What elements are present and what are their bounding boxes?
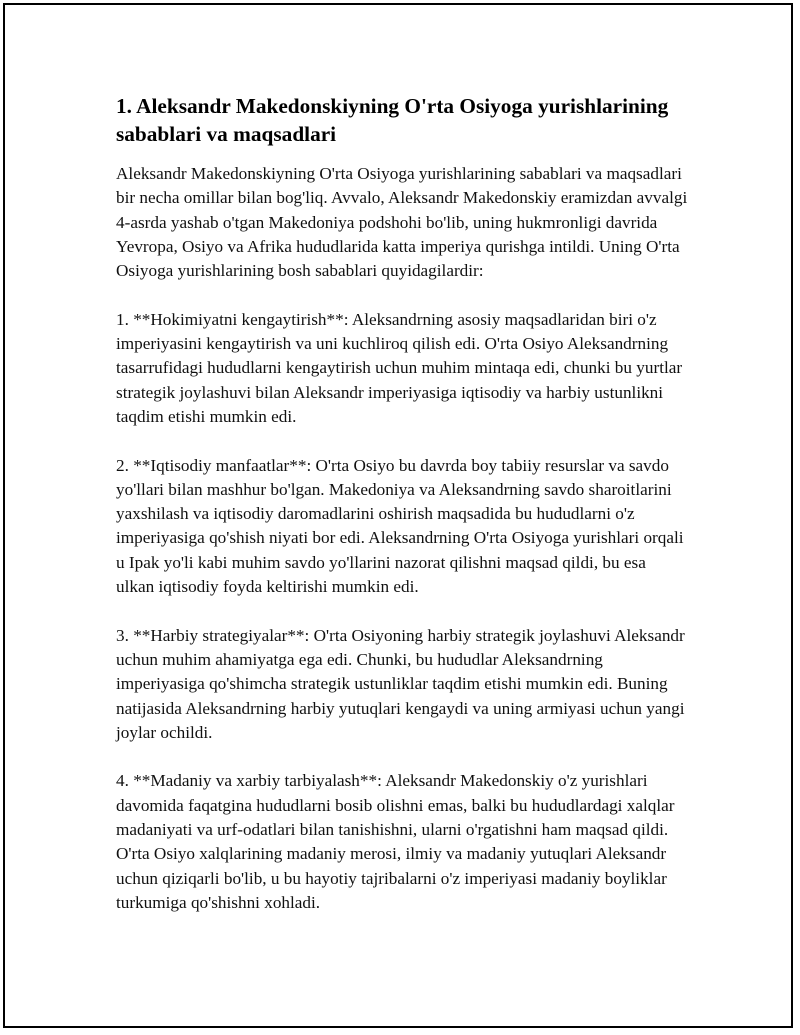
paragraph-hokimiyat: 1. **Hokimiyatni kengaytirish**: Aleksandrning asosiy maqsadlaridan biri o'z imperiyasini kengaytirish va uni kuchliroq qilish edi. O'rta Osiyo Aleksandrning tasarrufidagi hududlarni kengaytirish uchun muhim mintaqa edi, chunki bu yurtlar strategik joylashuvi bilan Aleksandr imperiyasiga iqtisodiy va harbiy ustunlikni taqdim etishi mumkin edi. — [116, 309, 683, 426]
paragraph-madaniy: 4. **Madaniy va xarbiy tarbiyalash**: Aleksandr Makedonskiy o'z yurishlari davomida faqatgina hududlarni bosib olishni emas, balki bu hududlardagi xalqlar madaniyati va urf-odatlari bilan tanishishni, ularni o'rgatishni ham maqsad qildi. O'rta Osiyo xalqlarining madaniy merosi, ilmiy va madaniy yutuqlari Aleksandr uchun qiziqarli bo'lib, u bu hayotiy tajribalarni o'z imperiyasi madaniy boyliklar turkumiga qo'shishni xohladi. — [116, 771, 675, 912]
intro-paragraph: Aleksandr Makedonskiyning O'rta Osiyoga yurishlarining sabablari va maqsadlari bir necha omillar bilan bog'liq. Avvalo, Aleksandr Makedonskiy eramizdan avvalgi 4-asrda yashab o'tgan Makedoniya podshohi bo'lib, uning hukmronligi davrida Yevropa, Osiyo va Afrika hududlarida katta imperiya qurishga intildi. Uning O'rta Osiyoga yurishlarining bosh sabablari quyidagilardir: — [116, 164, 688, 281]
paragraph-iqtisodiy: 2. **Iqtisodiy manfaatlar**: O'rta Osiyo bu davrda boy tabiiy resurslar va savdo yo'llari bilan mashhur bo'lgan. Makedoniya va Aleksandrning savdo sharoitlarini yaxshilash va iqtisodiy daromadlarini oshirish maqsadida bu hududlarni o'z imperiyasiga qo'shish niyati bor edi. Aleksandrning O'rta Osiyoga yurishlari orqali u Ipak yo'li kabi muhim savdo yo'llarini nazorat qilishni maqsad qildi, bu esa ulkan iqtisodiy foyda keltirishi mumkin edi. — [116, 455, 684, 597]
document-body — [116, 92, 688, 915]
document-heading: 1. Aleksandr Makedonskiyning O'rta Osiyoga yurishlarining sabablari va maqsadlari — [116, 94, 669, 146]
paragraph-harbiy: 3. **Harbiy strategiyalar**: O'rta Osiyoning harbiy strategik joylashuvi Aleksandr uchun muhim ahamiyatga ega edi. Chunki, bu hududlar Aleksandrning imperiyasiga qo'shimcha strategik ustunliklar taqdim etishi mumkin edi. Buning natijasida Aleksandrning harbiy yutuqlari kengaydi va uning armiyasi uchun yangi joylar ochildi. — [116, 625, 685, 742]
